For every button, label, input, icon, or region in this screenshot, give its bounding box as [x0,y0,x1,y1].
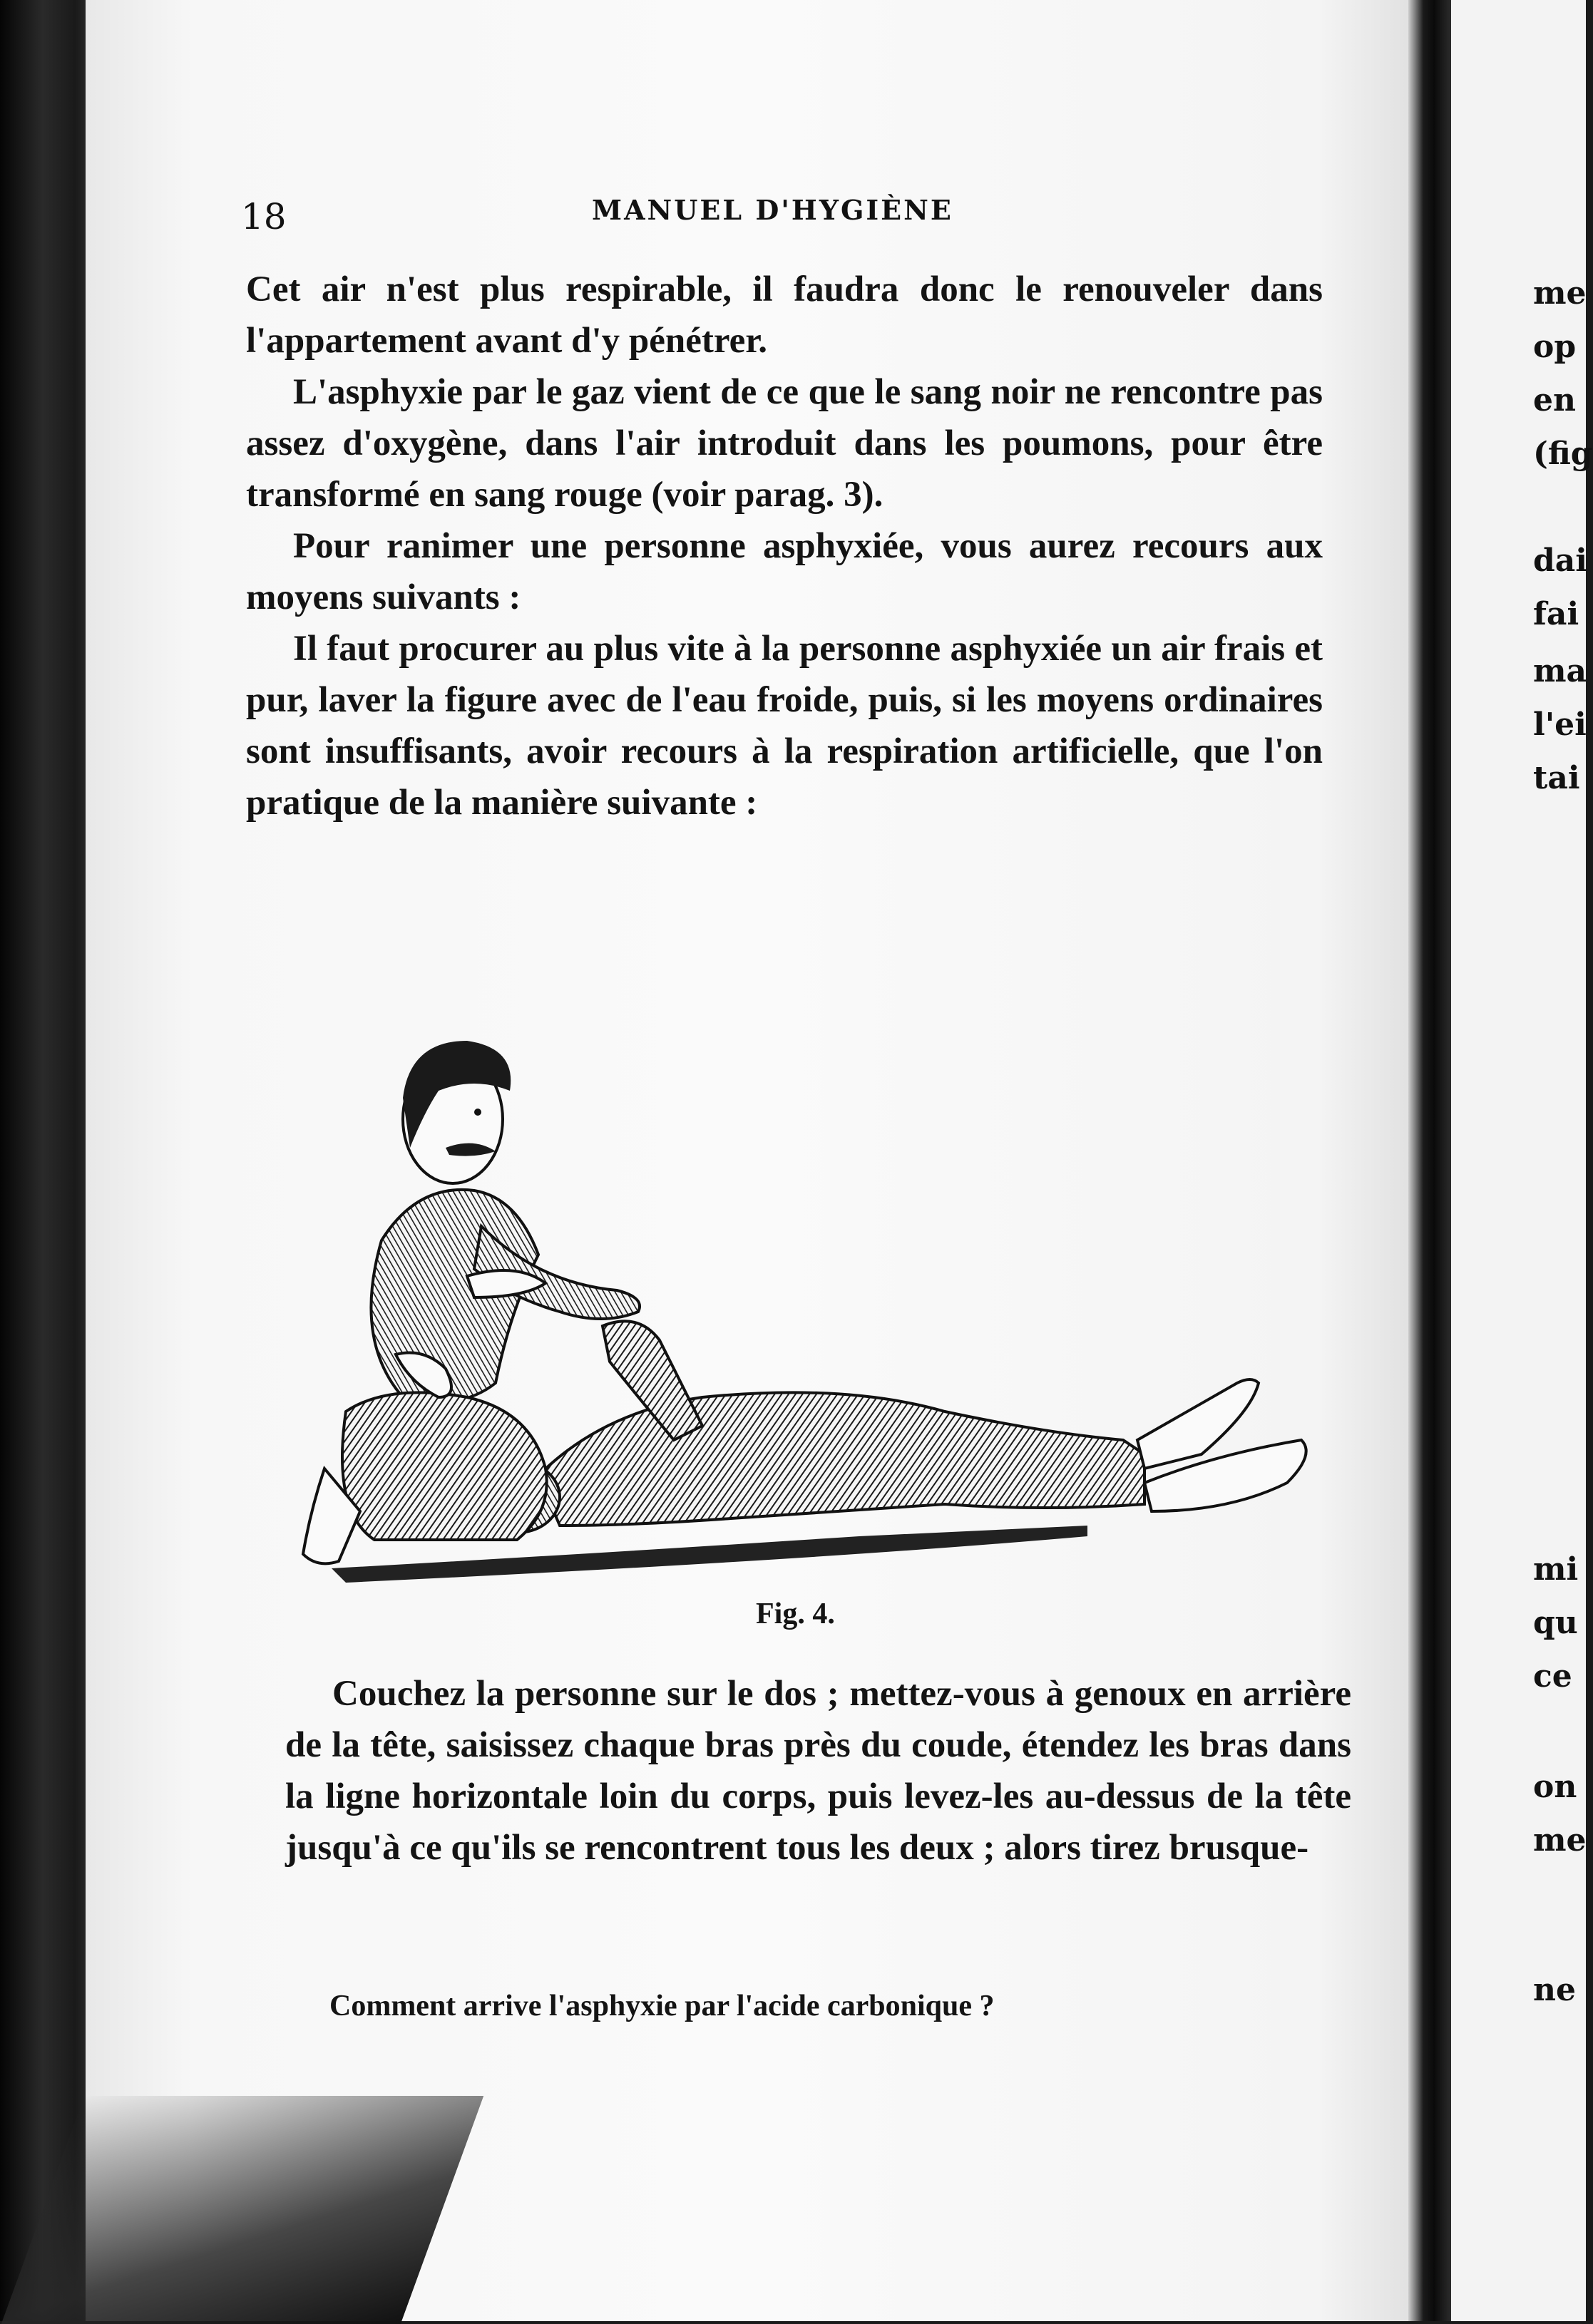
adjacent-text-fragment: op [1533,329,1577,365]
page-gutter [1408,0,1451,2321]
adjacent-text-fragment: ne [1533,1972,1576,2008]
adjacent-text-fragment: me [1533,1822,1587,1858]
adjacent-text-fragment: on [1533,1769,1577,1805]
adjacent-text-fragment: dai [1533,543,1587,579]
paragraph: Cet air n'est plus respirable, il faudra donc le renouveler dans l'appartement avant d'y pénétrer. [246,269,1323,361]
paragraph: L'asphyxie par le gaz vient de ce que le sang noir ne rencontre pas assez d'oxygène, dans l'air introduit dans les poumons, pour être transformé en sang rouge (voir parag. 3). [246,372,1323,515]
footnote-question: Comment arrive l'asphyxie par l'acide carbonique ? [329,1990,995,2022]
adjacent-text-fragment: l'ei [1533,706,1587,743]
body-text-top [246,264,1323,828]
adjacent-text-fragment: ce [1533,1658,1572,1695]
paragraph: Couchez la personne sur le dos ; mettez-vous à genoux en arrière de la tête, saisissez chaque bras près du coude, étendez les bras dans la ligne horizontale loin du corps, puis levez-les au-dessus de la tête jusqu'à ce qu'ils se rencontrent tous les deux ; alors tirez brusque- [285,1674,1351,1868]
paragraph: Pour ranimer une personne asphyxiée, vous aurez recours aux moyens suivants : [246,526,1323,617]
figure-caption: Fig. 4. [756,1598,835,1630]
running-title: MANUEL D'HYGIÈNE [592,194,953,226]
adjacent-text-fragment: ma [1533,653,1587,689]
paragraph: Il faut procurer au plus vite à la personne asphyxiée un air frais et pur, laver la figure avec de l'eau froide, puis, si les moyens ordinaires sont insuffisants, avoir recours à la respiration artificielle, que l'on pratique de la manière suivante : [246,629,1323,823]
page-number: 18 [241,196,287,237]
adjacent-text-fragment: fai [1533,596,1579,632]
kneeling-man-legs [342,1392,547,1540]
body-text-bottom [285,1668,1351,1873]
artificial-respiration-illustration [303,1012,1330,1590]
adjacent-text-fragment: qu [1533,1605,1578,1641]
adjacent-text-fragment: (fig [1533,436,1593,472]
adjacent-text-fragment: tai [1533,760,1580,796]
adjacent-text-fragment: me [1533,275,1587,312]
adjacent-text-fragment: mi [1533,1551,1579,1588]
adjacent-text-fragment: en [1533,382,1576,418]
lying-person-body [538,1392,1144,1526]
page-curl-shadow [1,2096,483,2324]
